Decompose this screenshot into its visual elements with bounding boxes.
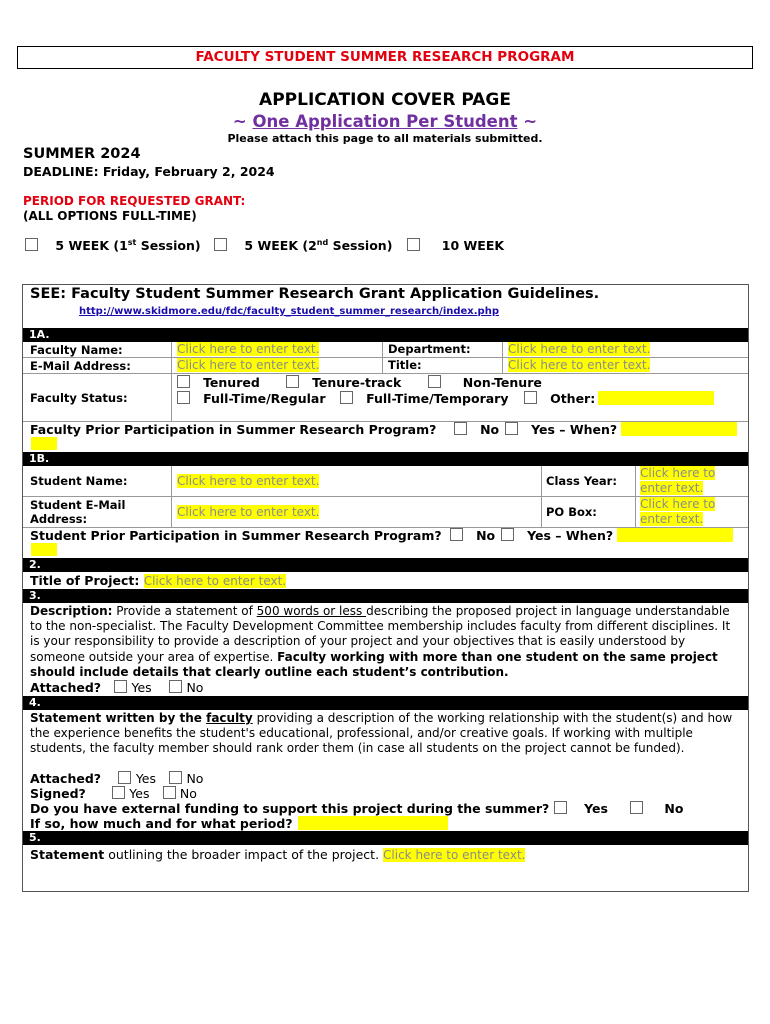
department-label: Department: [388,342,471,356]
no-label: No [186,680,204,695]
guidelines-link[interactable]: http://www.skidmore.edu/fdc/faculty_student_summer_research/index.php [79,306,499,317]
student-prior-when-input[interactable] [617,528,733,542]
option-sup: st [127,238,137,247]
yes-when-label: Yes – When? [527,528,614,543]
checkbox[interactable] [177,375,190,388]
attached-label: Attached? [30,771,102,786]
title-label: Title: [388,358,422,372]
subtitle-prefix: ~ [232,112,253,131]
checkbox[interactable] [177,391,190,404]
no-label: No [480,422,500,437]
checkbox[interactable] [25,238,38,251]
external-yes-checkbox[interactable] [554,801,567,814]
checkbox[interactable] [428,375,441,388]
impact-statement-text: outlining the broader impact of the project. [104,847,384,862]
project-title-input[interactable]: Click here to enter text. [143,574,287,588]
page-title: APPLICATION COVER PAGE [259,90,511,110]
option-sup: nd [316,238,329,247]
funding-period-label: If so, how much and for what period? [30,816,293,831]
guidelines-link-row [79,303,770,317]
checkbox[interactable] [340,391,353,404]
no-label: No [476,528,496,543]
signed-no-checkbox[interactable] [163,786,176,799]
department-input[interactable]: Click here to enter text. [508,342,651,356]
email-label: E-Mail Address: [30,359,131,373]
ftr-label: Full-Time/Regular [203,391,326,406]
checkbox[interactable] [454,422,467,435]
non-tenure-label: Non-Tenure [462,375,542,390]
description-part-1: Provide a statement of [112,604,257,618]
statement-body: providing a description of the working relationship with the student(s) and how the experience benefits the student's educational, professional, and/or creative goals. If working with multiple students, the faculty member should rank order them (in case all students on the project cannot be funded). [30,711,733,756]
checkbox[interactable] [286,375,299,388]
student-email-label-2: Address: [30,512,88,526]
attached-label: Attached? [30,680,102,695]
period-option-3[interactable] [407,238,504,253]
funding-period-row [30,816,293,831]
funding-period-input[interactable] [298,816,448,830]
faculty-statement-text [30,711,742,757]
title-input[interactable]: Click here to enter text. [508,358,651,372]
class-year-input-2[interactable]: enter text. [640,481,704,495]
student-prior-no[interactable] [450,528,495,543]
description-text [30,604,742,680]
all-options-note: (ALL OPTIONS FULL-TIME) [23,209,197,223]
no-label: No [186,771,204,786]
impact-statement-label: Statement [30,847,105,862]
student-prior-question: Student Prior Participation in Summer Research Program? [30,528,442,543]
po-box-input[interactable]: Click here to [640,497,716,511]
signed-yes-checkbox[interactable] [112,786,125,799]
section-5-bar: 5. [23,831,748,845]
attached-yes-checkbox[interactable] [114,680,127,693]
student-email-label [30,498,125,526]
section-3-bar: 3. [23,589,748,603]
guidelines-heading: SEE: Faculty Student Summer Research Grant Application Guidelines. [30,286,600,302]
class-year-input[interactable]: Click here to [640,466,716,480]
program-banner: FACULTY STUDENT SUMMER RESEARCH PROGRAM [17,46,753,69]
option-label-end: Session) [136,238,201,254]
status-other[interactable] [524,391,595,406]
statement-faculty: faculty [206,711,253,725]
checkbox[interactable] [524,391,537,404]
attach-note: Please attach this page to all materials submitted. [227,132,543,145]
statement-signed-row [30,786,197,801]
status-tenure-track[interactable] [286,375,401,390]
section-4-bar: 4. [23,696,748,710]
section-1a-bar: 1A. [23,328,748,342]
period-option-2[interactable] [214,238,392,253]
student-email-label-1: Student E-Mail [30,498,126,512]
statement-attached-row [30,771,203,786]
email-input[interactable]: Click here to enter text. [177,358,320,372]
description-bold: Faculty working with more than one student on the same project should include details that clearly outline each student’s contribution. [30,649,718,679]
description-label: Description: [30,604,113,618]
status-tenured[interactable] [177,375,260,390]
deadline: DEADLINE: Friday, February 2, 2024 [23,164,275,179]
faculty-prior-when-input-cont[interactable] [31,437,57,450]
checkbox[interactable] [450,528,463,541]
student-name-input[interactable]: Click here to enter text. [177,474,320,488]
attached-no-checkbox[interactable] [169,771,182,784]
no-label: No [664,801,684,816]
no-label: No [179,786,197,801]
ftt-label: Full-Time/Temporary [366,391,509,406]
application-form [22,284,749,892]
checkbox[interactable] [214,238,227,251]
faculty-name-label: Faculty Name: [30,343,123,357]
faculty-prior-yes[interactable] [505,422,617,437]
checkbox[interactable] [501,528,514,541]
other-input[interactable] [598,391,714,405]
external-no-checkbox[interactable] [630,801,643,814]
other-label: Other: [550,391,596,406]
yes-label: Yes [135,771,157,786]
yes-when-label: Yes – When? [531,422,618,437]
checkbox[interactable] [505,422,518,435]
option-label: 5 WEEK (1 [55,238,128,254]
option-label: 10 WEEK [441,238,505,253]
project-title-label: Title of Project: [30,573,140,588]
faculty-prior-question: Faculty Prior Participation in Summer Research Program? [30,422,437,437]
student-prior-when-input-cont[interactable] [31,543,57,556]
impact-statement-row [30,847,525,862]
option-label-end: Session) [328,238,393,254]
student-name-label: Student Name: [30,474,128,488]
statement-intro: Statement written by the [30,711,207,725]
yes-label: Yes [129,786,150,801]
yes-label: Yes [584,801,608,816]
impact-statement-input[interactable]: Click here to enter text. [383,848,526,862]
faculty-status-label: Faculty Status: [30,391,128,405]
status-non-tenure[interactable] [428,375,542,390]
attached-no-checkbox[interactable] [169,680,182,693]
faculty-prior-no[interactable] [454,422,499,437]
description-part-2: describing the proposed project in language understandable to the non-specialist. The Faculty Development Committee membership includes faculty from different disciplines. It is your responsibility to provide a description of your project and your objectives that is easily understood by someone outside your area of expertise. [30,604,731,664]
student-email-input[interactable]: Click here to enter text. [177,505,320,519]
period-label: PERIOD FOR REQUESTED GRANT: [23,194,246,208]
yes-label: Yes [131,680,152,695]
subtitle-suffix: ~ [517,112,538,131]
period-option-1[interactable] [25,238,201,253]
external-funding-question: Do you have external funding to support this project during the summer? [30,801,550,816]
checkbox[interactable] [407,238,420,251]
page-subtitle [0,112,770,131]
faculty-prior-when-input[interactable] [621,422,737,436]
tenure-track-label: Tenure-track [312,375,402,390]
faculty-name-input[interactable]: Click here to enter text. [177,342,320,356]
status-full-time-temporary[interactable] [340,391,509,406]
option-label: 5 WEEK (2 [244,238,317,254]
tenured-label: Tenured [203,375,260,390]
description-attached-row [30,680,203,695]
subtitle-main: One Application Per Student [252,112,518,131]
section-1b-bar: 1B. [23,452,748,466]
po-box-input-wrap [640,497,715,527]
summer-heading: SUMMER 2024 [23,146,141,162]
class-year-label: Class Year: [546,474,617,488]
external-funding-row [30,801,683,816]
po-box-label: PO Box: [546,505,597,519]
signed-label: Signed? [30,786,86,801]
student-prior-yes[interactable] [501,528,613,543]
status-full-time-regular[interactable] [177,391,326,406]
section-2-bar: 2. [23,558,748,572]
description-limit: 500 words or less [256,604,367,618]
project-title-row [30,573,286,588]
class-year-input-wrap [640,466,715,496]
attached-yes-checkbox[interactable] [118,771,131,784]
po-box-input-2[interactable]: enter text. [640,512,704,526]
